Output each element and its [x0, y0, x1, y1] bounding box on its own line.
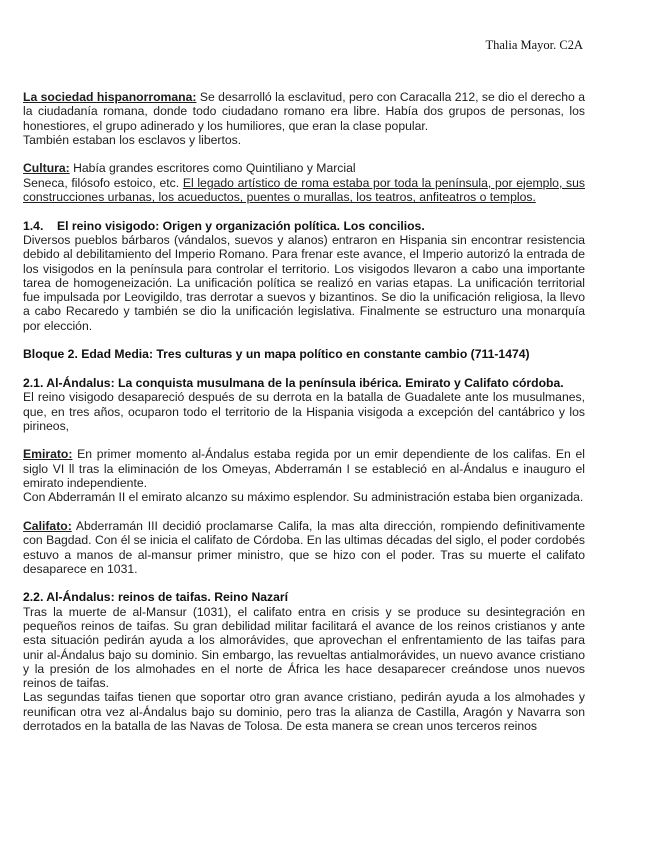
sociedad-text: Se desarrolló la esclavitud, pero con Caracalla 212, se dio el derecho a la ciudadanía romana, donde todo ciudadano romano era libre. Había dos grupos de personas, los honestiores, el grupo adinerado y los humiliores, que eran la clase popular. [23, 90, 585, 133]
visigodo-heading [23, 219, 585, 233]
sociedad-line2: También estaban los esclavos y libertos. [23, 132, 242, 147]
cultura-text: Había grandes escritores como Quintiliano y Marcial [69, 161, 356, 176]
sociedad-paragraph [23, 90, 585, 133]
visigodo-title: El reino visigodo: Origen y organización política. Los concilios. [57, 218, 425, 233]
cultura-paragraph [23, 161, 585, 175]
section21-body: El reino visigodo desapareció después de su derrota en la batalla de Guadalete ante los musulmanes, que, en tres años, ocuparon todo el territorio de la Hispania visigoda a excepción del cantábrico y los pirineos, [23, 390, 585, 433]
emirato-text: En primer momento al-Ándalus estaba regida por un emir dependiente de los califas. En el siglo VI ll tras la eliminación de los Omeyas, Abderramán I se estableció en al-Ándalus e inauguro el emirato independiente. [23, 447, 585, 491]
sociedad-label: La sociedad hispanorromana: [23, 90, 197, 104]
section21-heading: 2.1. Al-Ándalus: La conquista musulmana de la península ibérica. Emirato y Califato córdoba. [23, 375, 564, 390]
cultura-label: Cultura: [23, 161, 70, 176]
document-body [23, 90, 585, 733]
bloque2-heading: Bloque 2. Edad Media: Tres culturas y un mapa político en constante cambio (711-1474) [23, 347, 530, 362]
section22-heading: 2.2. Al-Ándalus: reinos de taifas. Reino Nazarí [23, 590, 289, 605]
visigodo-body: Diversos pueblos bárbaros (vándalos, suevos y alanos) entraron en Hispania sin encontrar resistencia debido al debilitamiento del Imperio Romano. Para frenar este avance, el Imperio autorizó la entrada de los visigodos en la península para controlar el territorio. Los visigodos llevaron a cabo una importante tarea de homogeneización. La unificación política se realizó en varias etapas. La unificación territorial fue impulsada por Leovigildo, tras derrotar a suevos y bizantinos. Se dio la unificación religiosa, la llevo a cabo Recaredo y también se dio la unificación legislativa. Finalmente se estructuro una monarquía por elección. [23, 232, 585, 333]
emirato-line2: Con Abderramán II el emirato alcanzo su máximo esplendor. Su administración estaba bien organizada. [23, 490, 584, 505]
emirato-label: Emirato: [23, 447, 73, 462]
cultura-line2-plain: Seneca, filósofo estoico, etc. [23, 175, 183, 190]
visigodo-number: 1.4. [23, 218, 44, 233]
section22-body1: Tras la muerte de al-Mansur (1031), el califato entra en crisis y se produce su desintegración en pequeños reinos de taifas. Su gran debilidad militar facilitará el avance de los reinos cristianos y ante esta situación pedirán ayuda a los almorávides, que aprovechan el enfrentamiento de las taifas para unir al-Ándalus bajo su dominio. Sin embargo, las revueltas antialmorávides, un nuevo avance cristiano y la presión de los almohades en el norte de África les hace desaparecer creándose unos nuevos reinos de taifas. [23, 604, 585, 691]
emirato-paragraph [23, 447, 585, 490]
cultura-line2 [23, 176, 585, 205]
author-header: Thalia Mayor. C2A [485, 38, 583, 52]
califato-label: Califato: [23, 518, 72, 533]
section22-body2: Las segundas taifas tienen que soportar otro gran avance cristiano, pedirán ayuda a los almohades y reunifican otra vez al-Ándalus bajo su dominio, pero tras la alianza de Castilla, Aragón y Navarra son derrotados en la batalla de las Navas de Tolosa. De esta manera se crean unos terceros reinos [23, 690, 585, 734]
califato-text: Abderramán III decidió proclamarse Califa, la mas alta dirección, rompiendo definitivamente con Bagdad. Con él se inicia el califato de Córdoba. En las ultimas décadas del siglo, el poder cordobés estuvo a manos de al-mansur primer ministro, que se hizo con el poder. Tras su muerte el califato desaparece en 1031. [23, 518, 585, 576]
califato-paragraph [23, 519, 585, 576]
cultura-line2-underlined: El legado artístico de roma estaba por toda la península, por ejemplo, sus construcciones urbanas, los acueductos, puentes o murallas, los teatros, anfiteatros o templos. [23, 175, 585, 205]
